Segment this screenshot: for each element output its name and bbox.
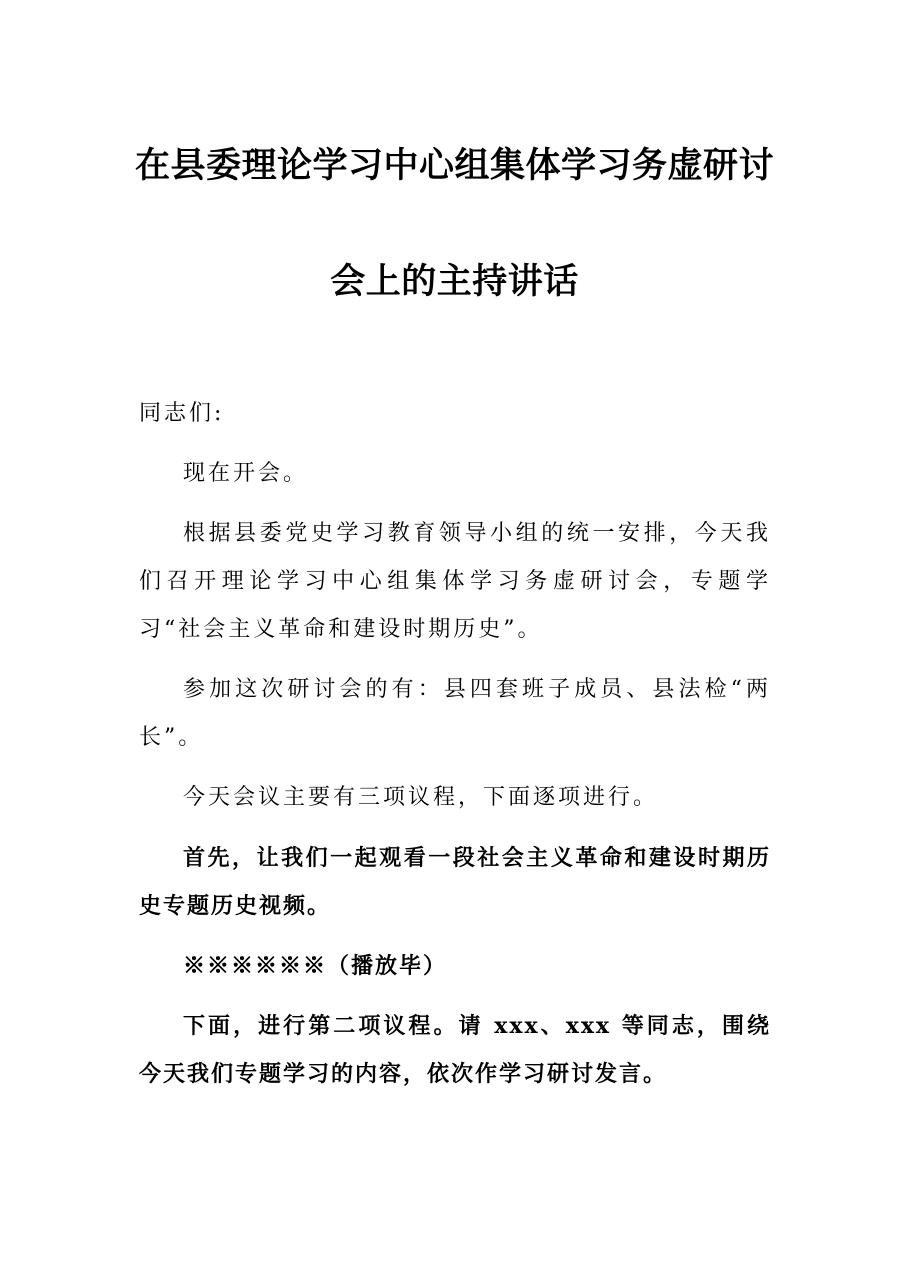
paragraph-2: 根据县委党史学习教育领导小组的统一安排，今天我们召开理论学习中心组集体学习务虚研讨会，专题学习“社会主义革命和建设时期历史”。 xyxy=(139,521,771,642)
paragraph-4: 今天会议主要有三项议程，下面逐项进行。 xyxy=(183,785,659,810)
paragraph-7: 下面，进行第二项议程。请 xxx、xxx 等同志，围绕今天我们专题学习的内容，依次作学习研讨发言。 xyxy=(139,1013,771,1087)
paragraph-1: 现在开会。 xyxy=(183,461,309,486)
paragraph-3: 参加这次研讨会的有：县四套班子成员、县法检“两长”。 xyxy=(139,677,771,750)
paragraph-5: 首先，让我们一起观看一段社会主义革命和建设时期历史专题历史视频。 xyxy=(139,845,771,919)
document-title-line-1: 在县委理论学习中心组集体学习务虚研讨 xyxy=(134,145,774,186)
document-body xyxy=(139,390,771,1110)
salutation: 同志们: xyxy=(139,401,225,426)
paragraph-6: ※※※※※※（播放毕） xyxy=(183,953,448,979)
document-title-line-2: 会上的主持讲话 xyxy=(330,261,579,302)
